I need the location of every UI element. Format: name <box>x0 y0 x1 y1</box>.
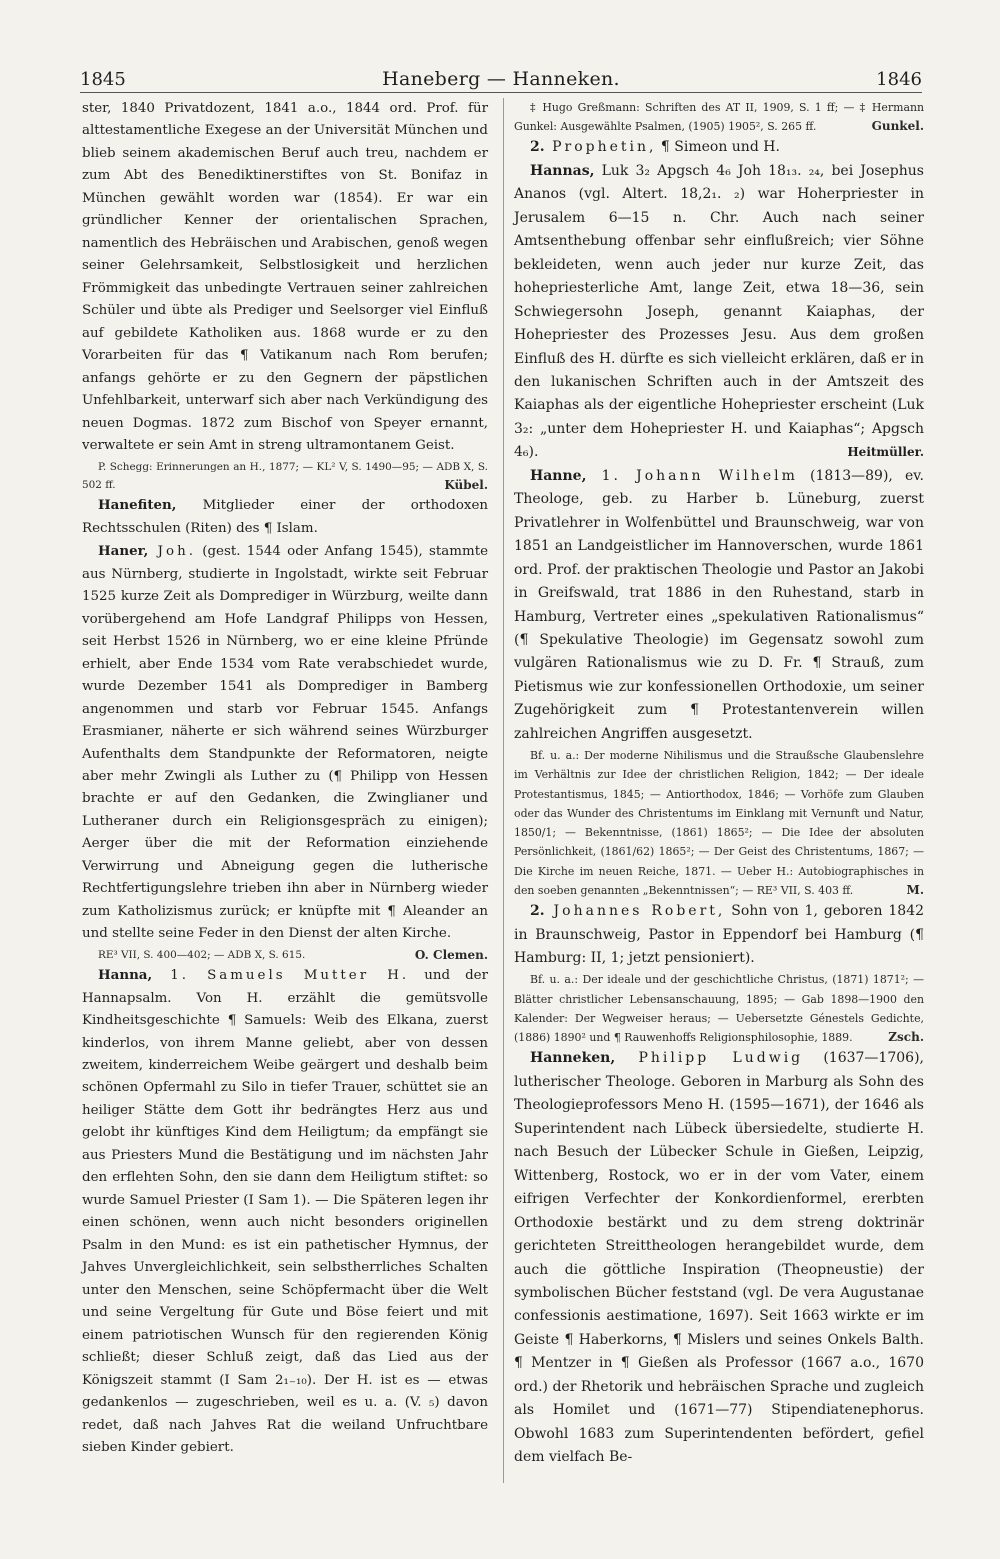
entry-headword: 2. <box>530 139 545 156</box>
entry-headword: Haner, <box>98 543 149 560</box>
left-column <box>82 98 488 1459</box>
entry-headword: 2. <box>530 903 545 920</box>
entry-continuation <box>82 98 488 458</box>
dictionary-entry <box>514 465 924 746</box>
entry-text: Sohn von 1, geboren 1842 in Braunschweig, Pastor in Eppendorf bei Hamburg (¶ Hamburg: II, 1; jetzt pensioniert). <box>514 903 925 967</box>
entry-headword: Hanna, <box>98 967 153 984</box>
entry-text: Mitglieder einer der orthodoxen Rechtsschulen (Riten) des ¶ Islam. <box>82 498 488 536</box>
entry-text: RE³ VII, S. 400—402; — ADB X, S. 615. <box>98 948 306 961</box>
spaced-name: Joh. <box>148 544 196 560</box>
literature-note <box>514 746 924 900</box>
author-signature: Heitmüller. <box>847 445 924 460</box>
literature-note <box>514 98 924 136</box>
spaced-name: 1. Samuels Mutter H. <box>152 968 410 984</box>
author-signature: Kübel. <box>444 477 488 492</box>
dictionary-entry <box>514 160 924 465</box>
entry-text: (gest. 1544 oder Anfang 1545), stammte aus Nürnberg, studierte in Ingolstadt, wirkte seit Februar 1525 kurze Zeit als Domprediger in Würzburg, weilte dann vorübergehend am Hofe Landgraf Philipps von Hessen, seit Herbst 1526 in Nürnberg, wo er eine kleine Pfründe erhielt, aber Ende 1534 vom Rate verabschiedet wurde, wurde Dezember 1541 als Domprediger in Bamberg angenommen und starb vor Februar 1545. Anfangs Erasmianer, näherte er sich während seines Würzburger Aufenthalts dem Standpunkte der Reformatoren, neigte aber mehr Zwingli als Luther zu (¶ Philipp von Hessen brachte er auf den Gedanken, die Zwinglianer und Lutheraner durch ein Religionsgespräch zu einigen); Aerger über die mit der Reformation einziehende Verwirrung und Abneigung gegen die lutherische Rechtfertigungslehre trieben ihn aber in Nürnberg wieder zum Katholizismus zurück; er knüpfte mit ¶ Aleander an und stellte seine Feder in den Dienst der alten Kirche. <box>82 544 488 942</box>
author-signature: M. <box>906 882 924 897</box>
entry-text: Bf. u. a.: Der ideale und der geschichtliche Christus, (1871) 1871²; — Blätter christlicher Lebensanschauung, 1895; — Gab 1898—1900 den Kalender: Der Wegweiser heraus; — Uebersetzte Génestels Gedichte, (1886) 1890² und ¶ Rauwenhoffs Religionsphilosophie, 1889. <box>514 973 924 1045</box>
literature-note <box>82 458 488 495</box>
column-divider <box>503 98 504 1483</box>
right-column <box>514 98 924 1470</box>
entry-text: (1813—89), ev. Theologe, geb. zu Harber b. Lüneburg, zuerst Privatlehrer in Wolfenbüttel und Braunschweig, war von 1851 an Landgeistlicher im Hannoverschen, wurde 1861 ord. Prof. der praktischen Theologie und Pastor an Jakobi in Greifswald, trat 1886 in den Ruhestand, starb in Hamburg, Vertreter eines „spekulativen Rationalismus“ (¶ Spekulative Theologie) im Gegensatz sowohl zum vulgären Rationalismus wie zu D. Fr. ¶ Strauß, zum Pietismus wie zur konfessionellen Orthodoxie, um seiner Zugehörigkeit zum ¶ Protestantenverein willen zahlreichen Angriffen ausgesetzt. <box>514 467 924 742</box>
author-signature: Zsch. <box>888 1030 924 1045</box>
running-title: Haneberg — Hanneken. <box>382 68 620 90</box>
entry-headword: Hanne, <box>530 467 587 484</box>
spaced-name: 1. Johann Wilhelm <box>586 467 798 484</box>
spaced-name: Prophetin, <box>544 139 657 156</box>
entry-text: P. Schegg: Erinnerungen an H., 1877; — KL² V, S. 1490—95; — ADB X, S. 502 ff. <box>82 460 488 491</box>
dictionary-entry <box>82 964 488 1459</box>
header-rule <box>80 92 922 93</box>
entry-text: Bf. u. a.: Der moderne Nihilismus und die Straußsche Glaubenslehre im Verhältnis zur Idee der christlichen Religion, 1842; — Der ideale Protestantismus, 1845; — Antiorthodox, 1846; — Vorhöfe zum Glauben oder das Wunder des Christentums im Einklang mit Vernunft und Natur, 1850/1; — Bekenntnisse, (1861) 1865²; — Die Idee der absoluten Persönlichkeit, (1861/62) 1865²; — Der Geist des Christentums, 1867; — Die Kirche im neuen Reiche, 1871. — Ueber H.: Autobiographisches in den soeben genannten „Bekenntnissen“; — RE³ VII, S. 403 ff. <box>514 749 924 897</box>
entry-text: (1637—1706), lutherischer Theologe. Geboren in Marburg als Sohn des Theologieprofessors Meno H. (1595—1671), der 1646 als Superintendent nach Lübeck übersiedelte, studierte H. nach Besuch der Lübecker Schule in Gießen, Leipzig, Wittenberg, Rostock, wo er in der vom Vater, einem eifrigen Verfechter der Konkordienformel, ererbten Orthodoxie bestärkt und zu dem streng doktrinär gerichteten Streittheologen herangebildet wurde, dem auch die göttliche Inspiration (Theopneustie) der symbolischen Bücher feststand (vgl. De vera Augustanae confessionis aestimatione, 1697). Seit 1663 wirkte er im Geiste ¶ Haberkorns, ¶ Mislers und seines Onkels Balth. ¶ Mentzer in ¶ Gießen als Professor (1667 a.o., 1670 ord.) der Rhetorik und hebräischen Sprache und zugleich als Homilet und (1671—77) Stipendiatenephorus. Obwohl 1683 zum Superintendenten befördert, gefiel dem vielfach Be- <box>514 1050 924 1466</box>
author-signature: Gunkel. <box>871 119 924 134</box>
author-signature: O. Clemen. <box>414 947 488 962</box>
entry-text: ‡ Hugo Greßmann: Schriften des AT II, 1909, S. 1 ff; — ‡ Hermann Gunkel: Ausgewählte Psalmen, (1905) 1905², S. 265 ff. <box>514 101 924 134</box>
entry-text: ster, 1840 Privatdozent, 1841 a.o., 1844 ord. Prof. für alttestamentliche Exegese an der Universität München und blieb seinem akademischen Beruf auch treu, nachdem er zum Abt des Benediktinerstiftes von St. Bonifaz in München gewählt worden war (1854). Er war ein gründlicher Kenner der orientalischen Sprachen, namentlich des Hebräischen und Arabischen, genoß wegen seiner Gelehrsamkeit, Selbstlosigkeit und herzlichen Frömmigkeit das unbedingte Vertrauen seiner zahlreichen Schüler und übte als Prediger und Seelsorger viel Einfluß auf gebildete Katholiken aus. 1868 wurde er zu den Vorarbeiten für das ¶ Vatikanum nach Rom berufen; anfangs gehörte er zu den Gegnern der päpstlichen Unfehlbarkeit, unterwarf sich aber nach Verkündigung des neuen Dogmas. 1872 zum Bischof von Speyer ernannt, verwaltete er sein Amt in streng ultramontanem Geist. <box>82 101 488 454</box>
dictionary-entry <box>82 540 488 945</box>
dictionary-entry <box>514 1047 924 1469</box>
dictionary-entry <box>514 136 924 159</box>
entry-headword: Hannas, <box>530 162 595 179</box>
entry-headword: Hanneken, <box>530 1050 616 1067</box>
literature-note <box>82 946 488 964</box>
entry-headword: Hanefiten, <box>98 497 177 514</box>
page-number-right: 1846 <box>876 69 922 90</box>
spaced-name: Johannes Robert, <box>544 903 726 920</box>
literature-note <box>514 970 924 1047</box>
spaced-name: Philipp Ludwig <box>615 1050 804 1067</box>
dictionary-entry <box>82 494 488 540</box>
entry-text: Luk 3₂ Apgsch 4₆ Joh 18₁₃. ₂₄, bei Josephus Ananos (vgl. Altert. 18,2₁. ₂) war Hoherpriester in Jerusalem 6—15 n. Chr. Auch nach seiner Amtsenthebung offenbar sehr einflußreich; vier Söhne bekleideten, wenn auch jeder nur kurze Zeit, das hohepriesterliche Amt, lange Zeit, etwa 18—36, sein Schwiegersohn Joseph, genannt Kaiaphas, der Hohepriester des Prozesses Jesu. Aus dem großen Einfluß des H. dürfte es sich vielleicht erklären, daß er in den lukanischen Schriften auch in der Amtszeit des Kaiaphas als der eigentliche Hohepriester erscheint (Luk 3₂: „unter dem Hohepriester H. und Kaiaphas“; Apgsch 4₆). <box>514 162 924 461</box>
page-header <box>80 56 922 90</box>
dictionary-entry <box>514 900 924 970</box>
entry-text: ¶ Simeon und H. <box>656 139 780 156</box>
page-number-left: 1845 <box>80 69 126 90</box>
entry-text: und der Hannapsalm. Von H. erzählt die gemütsvolle Kindheitsgeschichte ¶ Samuels: Weib des Elkana, zuerst kinderlos, von ihrem Manne geliebt, aber von dessen zweitem, kinderreichem Weibe geärgert und deshalb beim schönen Opfermahl zu Silo in tiefer Trauer, schüttet sie an heiliger Stätte dem Gott ihr bedrängtes Herz aus und gelobt ihr künftiges Kind dem Heiligtum; da empfängt sie aus Priesters Mund die Bestätigung und im nächsten Jahr den erflehten Sohn, den sie dann dem Heiligtum stiftet: so wurde Samuel Priester (I Sam 1). — Die Späteren legen ihr einen schönen, wenn auch nicht besonders originellen Psalm in den Mund: es ist ein pathetischer Hymnus, der Jahves Unvergleichlichkeit, sein selbstherrliches Schalten unter den Menschen, seine Schöpfermacht über die Welt und seine Vergeltung für Gute und Böse feiert und mit einem patriotischen Wunsch für den regierenden König schließt; dieser Schluß zeigt, daß das Lied aus der Königszeit stammt (I Sam 2₁₋₁₀). Der H. ist es — etwas gedankenlos — zugeschrieben, weil es u. a. (V. ₅) davon redet, daß nach Jahves Rat die weiland Unfruchtbare sieben Kinder gebiert. <box>82 968 489 1455</box>
